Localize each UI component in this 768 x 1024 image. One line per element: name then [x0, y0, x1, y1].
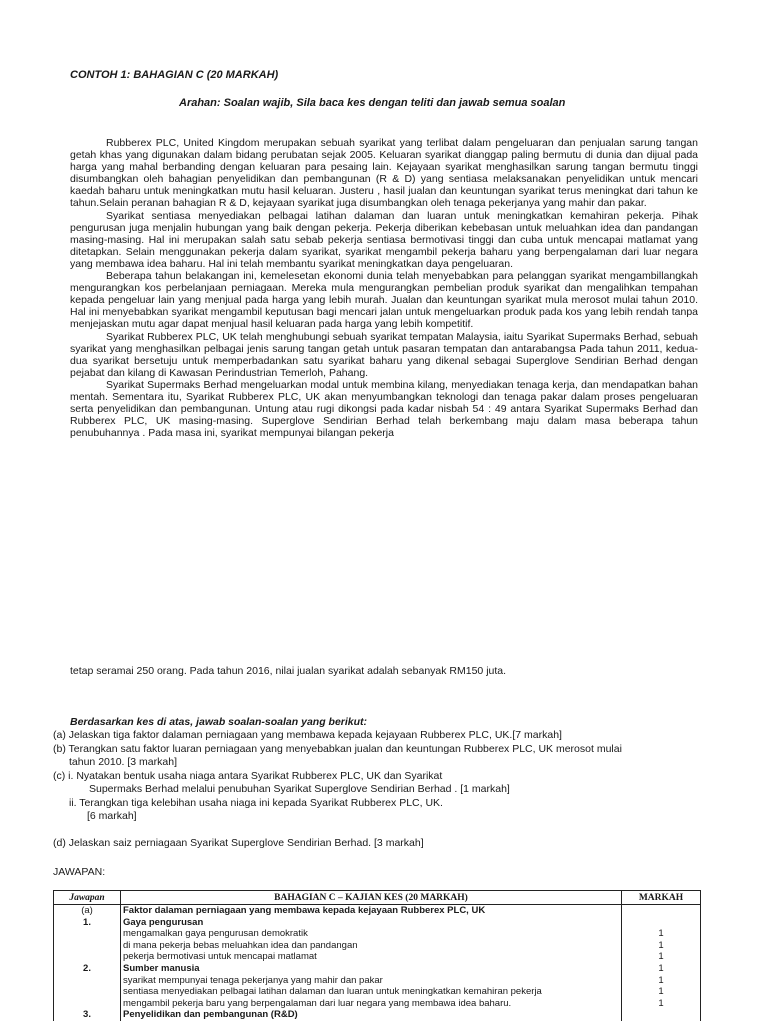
mark-value: 1 — [622, 928, 701, 940]
point-text: di mana pekerja bebas meluahkan idea dan pandangan — [121, 940, 622, 952]
answer-table — [53, 890, 701, 1021]
instruction-text: Arahan: Soalan wajib, Sila baca kes dengan teliti dan jawab semua soalan — [179, 97, 566, 109]
table-row — [54, 917, 701, 929]
header-section: BAHAGIAN C – KAJIAN KES (20 MARKAH) — [121, 891, 622, 905]
row-label: (a) — [54, 905, 121, 917]
question-d: (d) Jelaskan saiz perniagaan Syarikat Superglove Sendirian Berhad. [3 markah] — [53, 837, 424, 849]
mark-value: 1 — [622, 975, 701, 987]
mark-value: 1 — [622, 940, 701, 952]
question-c-ii: ii. Terangkan tiga kelebihan usaha niaga ini kepada Syarikat Rubberex PLC, UK. — [69, 797, 443, 809]
case-continuation: tetap seramai 250 orang. Pada tahun 2016, nilai jualan syarikat adalah sebanyak RM150 juta. — [70, 665, 507, 677]
case-paragraph-4 — [70, 331, 698, 379]
section-title: CONTOH 1: BAHAGIAN C (20 MARKAH) — [70, 69, 279, 81]
row-title: Gaya pengurusan — [121, 917, 622, 929]
paragraph-text: Syarikat Supermaks Berhad mengeluarkan modal untuk membina kilang, menyediakan tenaga kerja, dan mendapatkan bahan mentah. Sementara itu, Syarikat Rubberex PLC, UK akan menyumbangkan teknologi dan tenaga pakar dalam proses pengeluaran serta penyelidikan dan pembangunan. Untung atau rugi dikongsi pada kadar nisbah 54 : 49 antara Syarikat Supermaks Berhad dan Rubberex PLC, UK masing-masing. Superglove Sendirian Berhad telah berkembang maju dalam masa beberapa tahun penubuhannya . Pada masa ini, syarikat mempunyai bilangan pekerja — [70, 378, 698, 440]
table-row — [54, 905, 701, 917]
paragraph-text: Beberapa tahun belakangan ini, kemelesetan ekonomi dunia telah menyebabkan para pelanggan syarikat mengambillangkah mengurangkan kos perbelanjaan perniagaan. Mereka mula mengurangkan pembelian produk syarikat dan mengalihkan tempahan kepada pengeluar lain yang menjual pada harga yang lebih murah. Jualan dan keuntungan syarikat mula merosot mulai tahun 2010. Hal ini menyebabkan syarikat mengambil keputusan bagi mencari jalan untuk mengeluarkan produk pada kos yang lebih rendah tanpa menjejaskan mutu agar dapat menjual hasil keluaran pada harga yang lebih kompetitif. — [70, 270, 698, 331]
row-title: Faktor dalaman perniagaan yang membawa kepada kejayaan Rubberex PLC, UK — [121, 905, 622, 917]
mark-value: 1 — [622, 951, 701, 963]
table-row — [54, 1009, 701, 1021]
mark-value: 1 — [622, 986, 701, 998]
paragraph-text: Syarikat Rubberex PLC, UK telah menghubungi sebuah syarikat tempatan Malaysia, iaitu Syarikat Supermaks Berhad, sebuah syarikat yang menghasilkan pelbagai jenis sarung tangan getah untuk pasaran tempatan dan antarabangsa Pada tahun 2011, kedua-dua syarikat bersetuju untuk memperbadankan satu syarikat baharu yang dikenal sebagai Superglove Sendirian Berhad dengan pejabat dan kilang di Kawasan Perindustrian Temerloh, Pahang. — [70, 330, 698, 379]
mark-value: 1 — [622, 963, 701, 975]
question-b-cont: tahun 2010. [3 markah] — [69, 756, 177, 768]
question-c-i: (c) i. Nyatakan bentuk usaha niaga antara Syarikat Rubberex PLC, UK dan Syarikat — [53, 770, 443, 782]
row-title: Sumber manusia — [121, 963, 622, 975]
case-paragraph-1 — [70, 137, 698, 210]
point-text: mengambil pekerja baru yang berpengalaman dari luar negara yang membawa idea baharu. — [121, 998, 622, 1010]
question-b: (b) Terangkan satu faktor luaran perniagaan yang menyebabkan jualan dan keuntungan Rubberex PLC, UK merosot mulai — [53, 743, 622, 755]
mark-value: 1 — [622, 998, 701, 1010]
questions-heading: Berdasarkan kes di atas, jawab soalan-soalan yang berikut: — [70, 716, 368, 728]
table-row — [54, 940, 701, 952]
case-paragraph-2 — [70, 210, 698, 270]
case-paragraph-3 — [70, 270, 698, 330]
row-number: 1. — [54, 917, 121, 929]
point-text: sentiasa menyediakan pelbagai latihan dalaman dan luaran untuk meningkatkan kemahiran pekerja — [121, 986, 622, 998]
question-c-i-cont: Supermaks Berhad melalui penubuhan Syarikat Superglove Sendirian Berhad . [1 markah] — [89, 783, 510, 795]
answer-table-header — [54, 891, 701, 905]
question-a: (a) Jelaskan tiga faktor dalaman perniagaan yang membawa kepada kejayaan Rubberex PLC, UK.[7 markah] — [53, 729, 562, 741]
row-number: 2. — [54, 963, 121, 975]
header-markah: MARKAH — [622, 891, 701, 905]
case-study-text — [70, 137, 698, 439]
table-row — [54, 986, 701, 998]
case-paragraph-5 — [70, 379, 698, 439]
row-number: 3. — [54, 1009, 121, 1021]
row-title: Penyelidikan dan pembangunan (R&D) — [121, 1009, 622, 1021]
paragraph-text: Rubberex PLC, United Kingdom merupakan sebuah syarikat yang terlibat dalam pengeluaran dan penjualan sarung tangan getah khas yang digunakan dalam bidang perubatan sejak 2005. Keluaran syarikat dianggap paling bermutu di dunia dan dijual pada harga yang mahal berbanding dengan keluaran para pesaing lain. Kejayaan syarikat menghasilkan sarung tangan bermutu tinggi disumbangkan oleh bahagian penyelidikan dan pembangunan (R & D) yang sentiasa melaksanakan penyelidikan untuk mencari kaedah baharu untuk meningkatkan mutu hasil keluaran. Justeru , hasil jualan dan keuntungan syarikat terus meningkat dari tahun ke tahun.Selain peranan bahagian R & D, kejayaan syarikat juga disumbangkan oleh tenaga pekerjanya yang mahir dan pakar. — [70, 137, 698, 210]
point-text: mengamalkan gaya pengurusan demokratik — [121, 928, 622, 940]
point-text: pekerja bermotivasi untuk mencapai matlamat — [121, 951, 622, 963]
header-jawapan: Jawapan — [54, 891, 121, 905]
table-row — [54, 951, 701, 963]
answer-label: JAWAPAN: — [53, 866, 106, 878]
table-row — [54, 998, 701, 1010]
paragraph-text: Syarikat sentiasa menyediakan pelbagai latihan dalaman dan luaran untuk meningkatkan kemahiran pekerja. Pihak pengurusan juga menjalin hubungan yang baik dengan pekerja. Pekerja diberikan kebebasan untuk meluahkan idea dan pandangan masing-masing. Hal ini merupakan salah satu sebab pekerja sentiasa bermotivasi tinggi dan cuba untuk mencapai matlamat yang ditetapkan. Selain menggunakan pekerja dalam syarikat, syarikat mengambil pekerja baharu yang berpengalaman dari luar negara yang membawa idea baharu. Hal ini telah membantu syarikat meningkatkan daya pengeluaran. — [70, 209, 698, 270]
question-c-ii-marks: [6 markah] — [87, 810, 137, 822]
table-row — [54, 963, 701, 975]
table-row — [54, 975, 701, 987]
table-row — [54, 928, 701, 940]
point-text: syarikat mempunyai tenaga pekerjanya yang mahir dan pakar — [121, 975, 622, 987]
